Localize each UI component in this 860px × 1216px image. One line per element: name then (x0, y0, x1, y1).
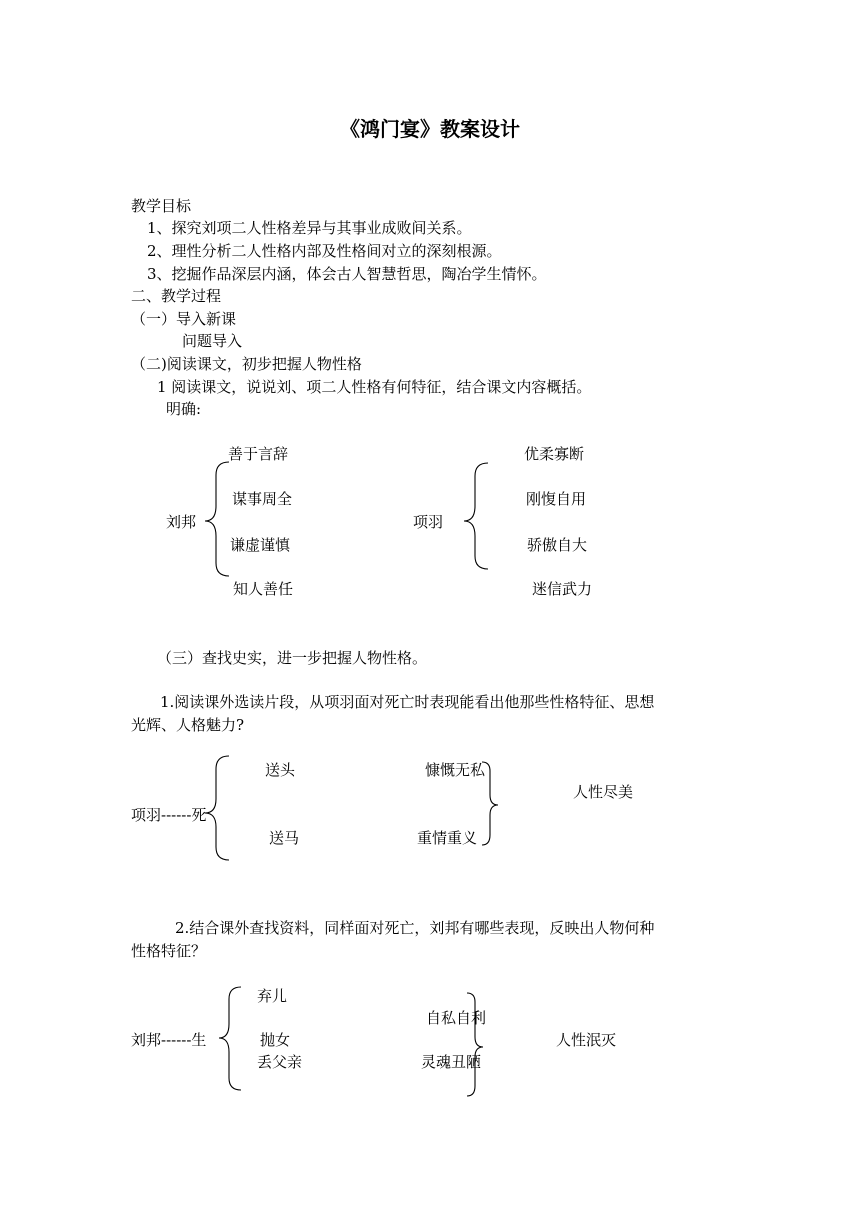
step3-question1-cont: 光辉、人格魅力? (131, 716, 245, 734)
process-heading: 二、教学过程 (131, 287, 222, 305)
liubang-act: 弃儿 (257, 987, 288, 1005)
liubang-trait: 知人善任 (233, 580, 294, 598)
objective-item: 2、理性分析二人性格内部及性格间对立的深刻根源。 (147, 242, 502, 260)
xiangyu-death-trait: 慷慨无私 (425, 761, 486, 779)
step3-question2: 2.结合课外查找资料，同样面对死亡，刘邦有哪些表现，反映出人物何种 (175, 919, 655, 937)
right-brace (467, 993, 483, 1096)
xiangyu-act: 送头 (265, 761, 296, 779)
liubang-act: 抛女 (260, 1031, 291, 1049)
liubang-label: 刘邦 (166, 513, 197, 531)
right-brace (482, 762, 498, 845)
step3-question2-cont: 性格特征？ (131, 942, 207, 960)
xiangyu-trait: 迷信武力 (532, 580, 593, 598)
liubang-trait: 谋事周全 (232, 490, 293, 508)
left-brace (464, 463, 488, 569)
liubang-life-trait: 自私自利 (426, 1009, 487, 1027)
xiangyu-conclusion: 人性尽美 (573, 783, 634, 801)
step2-question: 1 阅读课文，说说刘、项二人性格有何特征，结合课文内容概括。 (157, 378, 592, 396)
xiangyu-trait: 优柔寡断 (524, 445, 585, 463)
step3-question1: 1.阅读课外选读片段，从项羽面对死亡时表现能看出他那些性格特征、思想 (160, 693, 655, 711)
objective-item: 3、挖掘作品深层内涵，体会古人智慧哲思，陶冶学生情怀。 (147, 265, 547, 283)
document-title: 《鸿门宴》教案设计 (340, 117, 520, 141)
xiangyu-death-trait: 重情重义 (417, 829, 478, 847)
step1-heading: （一）导入新课 (131, 310, 237, 328)
xiangyu-label: 项羽 (413, 513, 444, 531)
liubang-act: 丢父亲 (257, 1053, 303, 1071)
left-brace (219, 987, 241, 1090)
step1-sub: 问题导入 (182, 332, 243, 350)
xiangyu-act: 送马 (269, 829, 300, 847)
objectives-heading: 教学目标 (131, 197, 192, 215)
step2-heading: （二)阅读课文，初步把握人物性格 (131, 355, 362, 373)
objective-item: 1、探究刘项二人性格差异与其事业成败间关系。 (147, 219, 472, 237)
liubang-life-trait: 灵魂丑陋 (421, 1053, 482, 1071)
step3-heading: （三）查找史实，进一步把握人物性格。 (157, 649, 428, 667)
liubang-trait: 善于言辞 (228, 445, 289, 463)
left-brace (205, 756, 229, 860)
left-brace (205, 462, 229, 576)
liubang-life-root: 刘邦------生 (131, 1031, 207, 1049)
xiangyu-trait: 刚愎自用 (526, 490, 587, 508)
liubang-trait: 谦虚谨慎 (230, 536, 291, 554)
xiangyu-trait: 骄傲自大 (527, 536, 588, 554)
answer-label: 明确: (166, 400, 202, 418)
liubang-conclusion: 人性泯灭 (556, 1031, 617, 1049)
xiangyu-death-root: 项羽------死 (131, 806, 207, 824)
